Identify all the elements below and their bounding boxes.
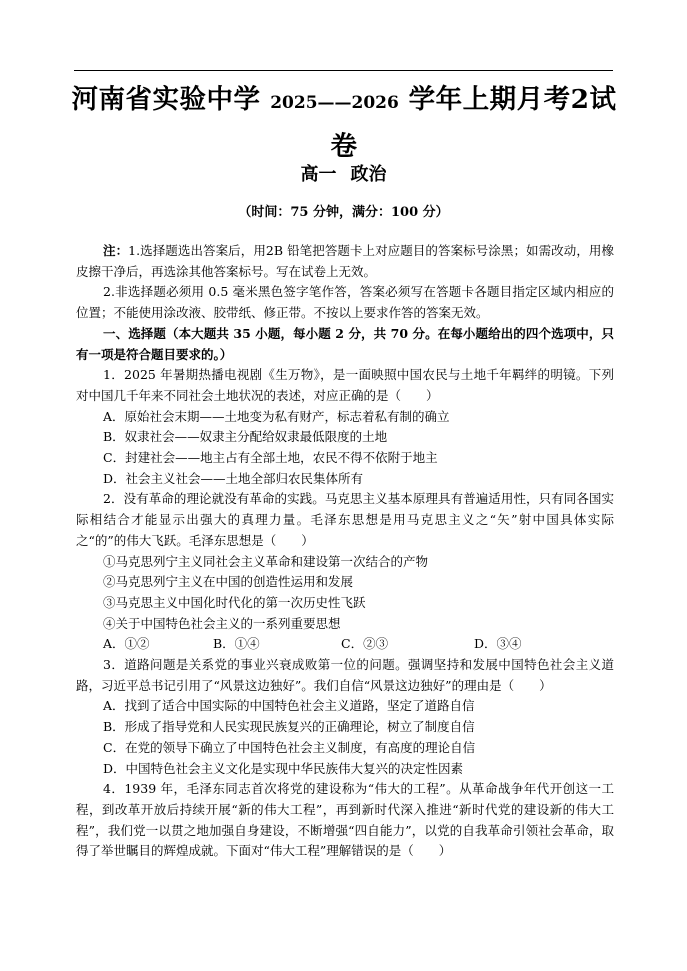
q2-item-1: ①马克思列宁主义同社会主义革命和建设第一次结合的产物 xyxy=(103,553,429,569)
q2-choice-a: A．①② xyxy=(103,636,150,652)
q3-option-a: A．找到了适合中国实际的中国特色社会主义道路，坚定了道路自信 xyxy=(103,698,475,714)
exam-subtitle xyxy=(0,160,687,186)
time-info: （时间：75 分钟，满分：100 分） xyxy=(238,205,449,220)
q2-item-4: ④关于中国特色社会主义的一系列重要思想 xyxy=(103,615,341,631)
q3-option-b: B．形成了指导党和人民实现民族复兴的正确理论，树立了制度自信 xyxy=(103,719,475,735)
title-line2: 卷 xyxy=(330,131,358,162)
q2-choices xyxy=(76,634,614,655)
q3-option-d: D．中国特色社会主义文化是实现中华民族伟大复兴的决定性因素 xyxy=(103,760,464,776)
q1-option-a: A．原始社会末期——土地变为私有财产，标志着私有制的确立 xyxy=(103,408,450,424)
question-4-stem: 4．1939 年，毛泽东同志首次将党的建设称为“伟大的工程”。从革命战争年代开创这一工程，到改革开放后持续开展“新的伟大工程”，再到新时代深入推进“新时代党的建设新的伟大工程”，我们党一以贯之地加强自身建设，不断增强“四自能力”，以党的自我革命引领社会革命，取得了举世瞩目的辉煌成就。下面对“伟大工程”理解错误的是（ ） xyxy=(76,781,614,859)
question-2-stem: 2．没有革命的理论就没有革命的实践。马克思主义基本原理具有普遍适用性，只有同各国实际相结合才能显示出强大的真理力量。毛泽东思想是用马克思主义之“矢”射中国具体实际之“的”的伟大飞跃。毛泽东思想是（ ） xyxy=(76,491,614,548)
q1-option-d: D．社会主义社会——土地全部归农民集体所有 xyxy=(103,470,364,486)
q3-option-c: C．在党的领导下确立了中国特色社会主义制度，有高度的理论自信 xyxy=(103,739,476,755)
q2-item-2: ②马克思列宁主义在中国的创造性运用和发展 xyxy=(103,574,354,590)
subject: 政治 xyxy=(350,164,387,185)
top-rule xyxy=(74,70,613,71)
title-year: 2025——2026 xyxy=(270,93,399,113)
section-heading: 一、选择题（本大题共 35 小题，每小题 2 分，共 70 分。在每小题给出的四个选项中，只有一项是符合题目要求的。） xyxy=(76,325,614,362)
q1-option-c: C．封建社会——地主占有全部土地，农民不得不依附于地主 xyxy=(103,450,438,466)
exam-title xyxy=(70,78,618,169)
q2-item-3: ③马克思主义中国化时代化的第一次历史性飞跃 xyxy=(103,594,366,610)
note-1 xyxy=(76,241,614,282)
q2-choice-d: D．③④ xyxy=(474,636,522,652)
grade: 高一 xyxy=(300,164,337,185)
q2-choice-c: C．②③ xyxy=(341,636,389,652)
title-part-b: 学年上期月考2试 xyxy=(408,84,617,115)
q2-choice-b: B．①④ xyxy=(213,636,260,652)
title-part-a: 河南省实验中学 xyxy=(71,84,261,115)
q1-option-b: B．奴隶社会——奴隶主分配给奴隶最低限度的土地 xyxy=(103,429,388,445)
note-2: 2.非选择题必须用 0.5 毫米黑色签字笔作答，答案必须写在答题卡各题目指定区域内相应的位置；不能使用涂改液、胶带纸、修正带。不按以上要求作答的答案无效。 xyxy=(76,284,614,321)
note-1-text: 1.选择题选出答案后，用2B 铅笔把答题卡上对应题目的答案标号涂黑；如需改动，用橡皮擦干净后，再选涂其他答案标号。写在试卷上无效。 xyxy=(76,243,614,279)
question-3-stem: 3．道路问题是关系党的事业兴衰成败第一位的问题。强调坚持和发展中国特色社会主义道路，习近平总书记引用了“风景这边独好”。我们自信“风景这边独好”的理由是（ ） xyxy=(76,657,614,693)
question-1-stem: 1．2025 年暑期热播电视剧《生万物》，是一面映照中国农民与土地千年羁绊的明镜。下列对中国几千年来不同社会土地状况的表述，对应正确的是（ ） xyxy=(76,367,614,403)
exam-body xyxy=(76,241,614,862)
note-label: 注： xyxy=(103,243,129,258)
